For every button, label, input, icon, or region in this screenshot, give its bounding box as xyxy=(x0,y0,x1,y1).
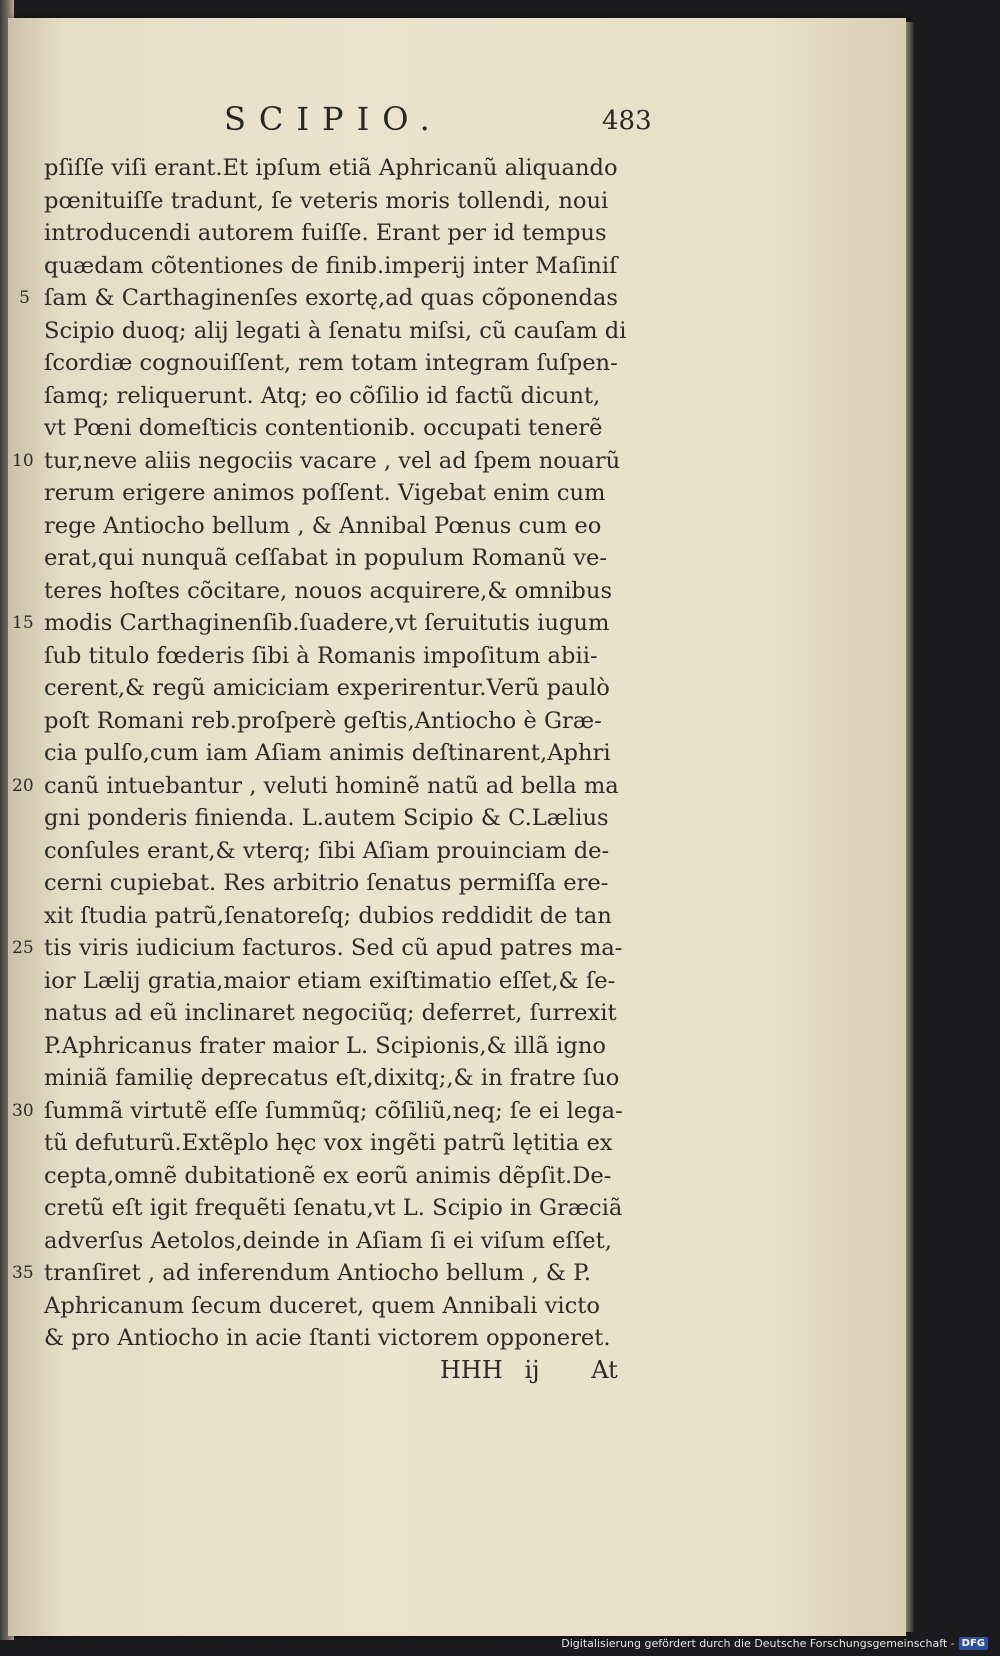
line-text: introducendi autorem fuiſſe. Erant per id tempus xyxy=(44,220,607,246)
line-text: tũ defuturũ.Extẽplo hęc vox ingẽti patrũ lętitia ex xyxy=(44,1130,613,1156)
line-number: 15 xyxy=(12,613,34,633)
line-text: cretũ eſt igit frequẽti ſenatu,vt L. Scipio in Græciã xyxy=(44,1195,623,1221)
line-text: & pro Antiocho in acie ſtanti victorem opponeret. xyxy=(44,1325,611,1351)
text-line xyxy=(12,445,654,478)
text-line xyxy=(34,412,654,445)
line-number: 35 xyxy=(12,1263,34,1283)
text-line xyxy=(34,575,654,608)
line-text: tis viris iudicium facturos. Sed cũ apud patres ma- xyxy=(44,935,623,961)
page-number: 483 xyxy=(602,106,652,136)
text-line xyxy=(34,997,654,1030)
text-line xyxy=(34,1225,654,1258)
line-text: Aphricanum ſecum duceret, quem Annibali victo xyxy=(44,1292,600,1319)
page-fore-edge xyxy=(906,22,914,1632)
text-line xyxy=(34,867,654,900)
text-line xyxy=(34,510,654,543)
line-text: conſules erant,& vterq; ſibi Aſiam prouinciam de- xyxy=(44,837,610,864)
running-head xyxy=(8,90,906,140)
text-line xyxy=(34,347,654,380)
body-text xyxy=(12,152,654,1355)
line-text: ſamq; reliquerunt. Atq; eo cõſilio id factũ dicunt, xyxy=(44,382,601,409)
text-line xyxy=(34,152,654,185)
line-text: tur,neve aliis negociis vacare , vel ad ſpem nouarũ xyxy=(44,447,621,474)
text-line xyxy=(34,1062,654,1095)
text-line xyxy=(34,477,654,510)
text-line xyxy=(19,282,654,315)
text-line xyxy=(34,315,654,348)
line-number: 5 xyxy=(19,288,30,308)
line-text: miniã familię deprecatus eſt,dixitq;,& in fratre ſuo xyxy=(44,1065,620,1091)
line-text: natus ad eũ inclinaret negociũq; deferret, ſurrexit xyxy=(44,1000,617,1026)
footer-credit xyxy=(561,1637,988,1650)
line-text: teres hoſtes cõcitare, nouos acquirere,& omnibus xyxy=(44,577,613,604)
line-text: xit ſtudia patrũ,ſenatoreſq; dubios reddidit de tan xyxy=(44,902,612,929)
signature-leaf: ij xyxy=(524,1356,540,1384)
line-text: pſiſſe viſi erant.Et ipſum etiã Aphricanũ aliquando xyxy=(44,155,618,181)
text-line xyxy=(12,1095,654,1128)
line-text: cepta,omnẽ dubitationẽ ex eorũ animis dẽpſit.De- xyxy=(44,1162,612,1189)
signature-mark: HHH xyxy=(440,1356,503,1384)
line-text: canũ intuebantur , veluti hominẽ natũ ad bella ma xyxy=(44,772,619,799)
text-line xyxy=(12,1257,654,1290)
text-line xyxy=(34,1127,654,1160)
text-line xyxy=(34,217,654,250)
text-line xyxy=(34,802,654,835)
line-text: vt Pœni domeſticis contentionib. occupati tenerẽ xyxy=(44,415,603,441)
text-line xyxy=(34,737,654,770)
text-line xyxy=(34,900,654,933)
line-text: rege Antiocho bellum , & Annibal Pœnus cum eo xyxy=(44,512,602,539)
text-line xyxy=(34,965,654,998)
line-text: pœnituiſſe tradunt, ſe veteris moris tollendi, noui xyxy=(44,187,609,214)
line-text: Scipio duoq; alij legati à ſenatu miſsi, cũ cauſam di xyxy=(44,317,627,344)
line-text: modis Carthaginenſib.ſuadere,vt ſeruitutis iugum xyxy=(44,610,610,636)
line-text: ſam & Carthaginenſes exortę,ad quas cõponendas xyxy=(44,285,618,311)
text-line xyxy=(34,380,654,413)
line-text: tranſiret , ad inferendum Antiocho bellum , & P. xyxy=(44,1260,591,1286)
line-text: adverſus Aetolos,deinde in Aſiam ſi ei viſum eſſet, xyxy=(44,1227,612,1254)
text-line xyxy=(12,607,654,640)
line-text: ior Lælij gratia,maior etiam exiſtimatio eſſet,& ſe- xyxy=(44,967,616,994)
text-line xyxy=(34,1192,654,1225)
text-line xyxy=(34,1290,654,1323)
text-line xyxy=(34,672,654,705)
text-line xyxy=(34,835,654,868)
text-line xyxy=(34,1160,654,1193)
text-line xyxy=(12,932,654,965)
text-line xyxy=(34,1322,654,1355)
catchword: At xyxy=(591,1356,618,1384)
line-text: ſcordiæ cognouiſſent, rem totam integram ſuſpen- xyxy=(44,350,618,376)
running-head-title: SCIPIO. xyxy=(224,100,443,138)
line-text: cia pulſo,cum iam Aſiam animis deſtinarent,Aphri xyxy=(44,740,611,766)
line-text: rerum erigere animos poſſent. Vigebat enim cum xyxy=(44,480,606,506)
line-text: gni ponderis finienda. L.autem Scipio & C.Lælius xyxy=(44,805,609,831)
text-line xyxy=(34,250,654,283)
catchline xyxy=(440,1356,618,1384)
line-text: cerent,& regũ amiciciam experirentur.Verũ paulò xyxy=(44,675,610,701)
text-line xyxy=(34,542,654,575)
line-number: 10 xyxy=(12,450,34,471)
line-text: P.Aphricanus frater maior L. Scipionis,& illã igno xyxy=(44,1032,606,1059)
funding-credit-text: Digitalisierung gefördert durch die Deutsche Forschungsgemeinschaft - xyxy=(561,1637,955,1650)
line-number: 25 xyxy=(12,938,34,958)
text-line xyxy=(34,640,654,673)
line-text: cerni cupiebat. Res arbitrio ſenatus permiſſa ere- xyxy=(44,870,609,896)
line-number: 20 xyxy=(12,775,34,796)
text-line xyxy=(34,185,654,218)
book-page xyxy=(8,18,906,1636)
dfg-logo: DFG xyxy=(959,1637,988,1650)
line-text: erat,qui nunquã ceſſabat in populum Romanũ ve- xyxy=(44,545,608,571)
text-line xyxy=(12,770,654,803)
text-line xyxy=(34,1030,654,1063)
text-line xyxy=(34,705,654,738)
line-number: 30 xyxy=(12,1100,34,1121)
line-text: poſt Romani reb.proſperè geſtis,Antiocho è Græ- xyxy=(44,707,602,734)
line-text: ſub titulo fœderis ſibi à Romanis impoſitum abii- xyxy=(44,642,598,669)
line-text: ſummã virtutẽ eſſe ſummũq; cõſiliũ,neq; ſe ei lega- xyxy=(44,1097,623,1124)
line-text: quædam cõtentiones de finib.imperij inter Maſiniſ xyxy=(44,252,618,279)
